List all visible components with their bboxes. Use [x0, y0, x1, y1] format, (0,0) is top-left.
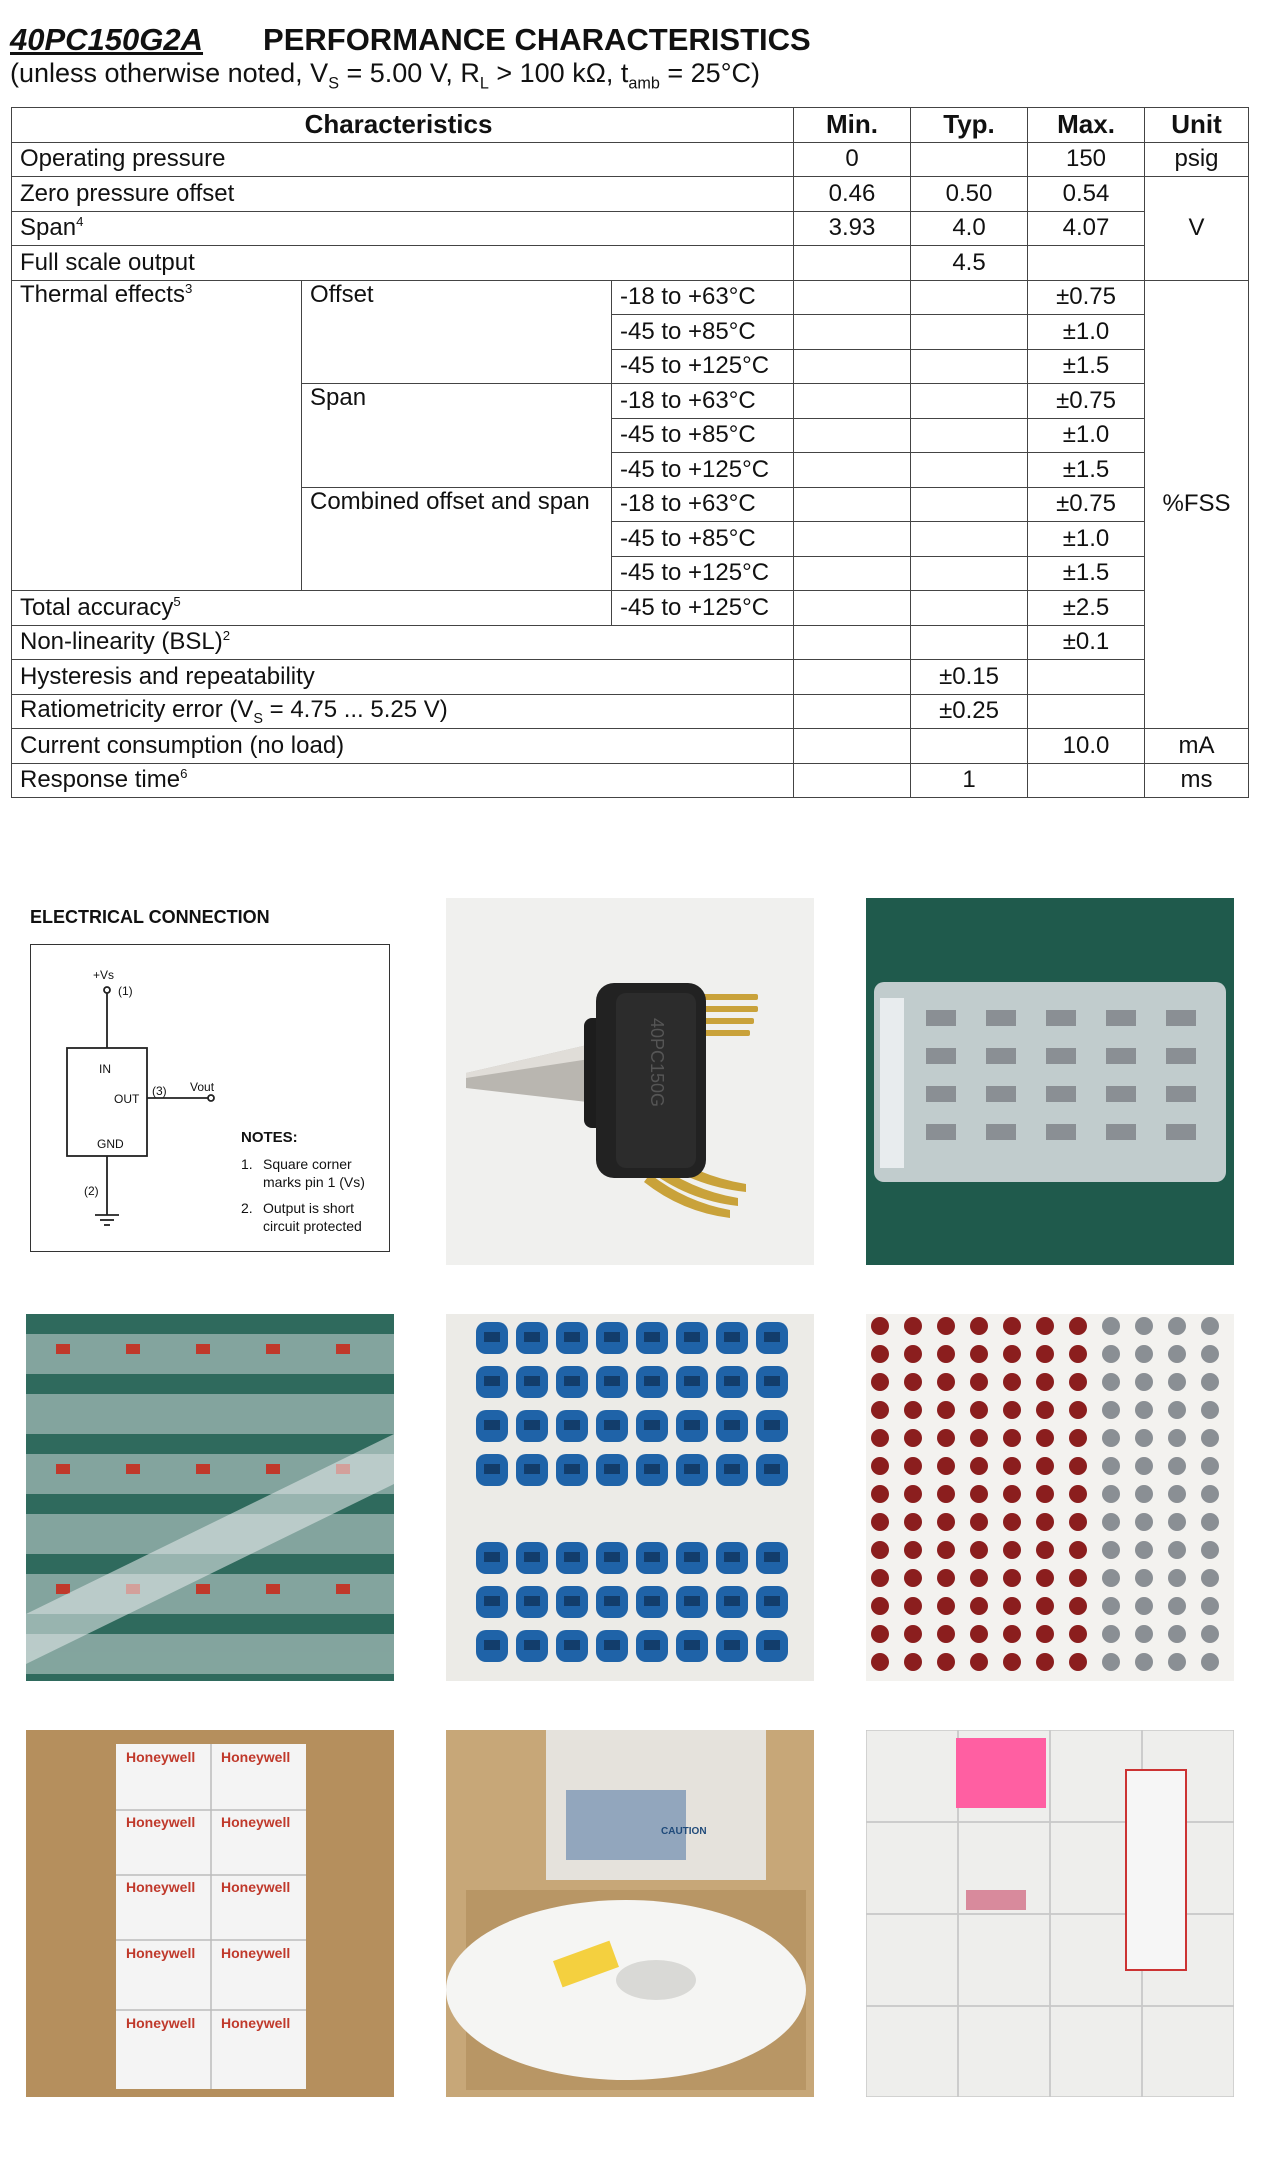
cell-typ: [911, 349, 1028, 384]
cell-max: ±1.0: [1028, 522, 1145, 557]
cell-max: ±1.5: [1028, 453, 1145, 488]
cell-range: -45 to +125°C: [612, 556, 794, 591]
label-sub: S: [253, 710, 263, 727]
caution-label: CAUTION: [661, 1826, 707, 1837]
document-title: [10, 22, 811, 58]
photo-honeywell-boxes: [26, 1730, 394, 2097]
note-line: Output is short: [263, 1200, 355, 1216]
header-min: Min.: [794, 108, 911, 143]
brand-label: Honeywell: [126, 1879, 196, 1895]
header-max: Max.: [1028, 108, 1145, 143]
label-text: Thermal effects: [20, 280, 185, 308]
cell-typ: [911, 591, 1028, 626]
table-row: [12, 142, 1249, 177]
cell-min: [794, 694, 911, 729]
vs-label: +Vs: [93, 968, 115, 982]
cell-min: [794, 453, 911, 488]
brand-label: Honeywell: [221, 1814, 291, 1830]
table-header-row: [12, 108, 1249, 143]
note-line: circuit protected: [263, 1218, 362, 1234]
test-conditions: [10, 58, 760, 93]
cell-min: [794, 487, 911, 522]
brand-label: Honeywell: [221, 2015, 291, 2031]
footnote-mark: 3: [184, 280, 193, 296]
pin1-label: (1): [118, 984, 133, 998]
cell-max: ±1.5: [1028, 349, 1145, 384]
cell-range: -18 to +63°C: [612, 487, 794, 522]
table-row: [12, 280, 1249, 315]
cell-min: 3.93: [794, 211, 911, 246]
cell-max: [1028, 660, 1145, 695]
pin3-label: (3): [152, 1084, 167, 1098]
cell-typ: [911, 315, 1028, 350]
vout-terminal: [208, 1095, 214, 1101]
cell-range: -45 to +125°C: [612, 453, 794, 488]
row-label: Zero pressure offset: [12, 177, 794, 212]
brand-label: Honeywell: [126, 1814, 196, 1830]
row-label: [12, 694, 794, 729]
footnote-mark: 6: [180, 766, 188, 782]
cell-max: ±2.5: [1028, 591, 1145, 626]
cell-range: -45 to +125°C: [612, 349, 794, 384]
label-text: Non-linearity (BSL): [20, 628, 223, 656]
label-text: Response time: [20, 766, 181, 794]
photo-blue-sensors: [446, 1314, 814, 1681]
table-row: [12, 694, 1249, 729]
in-label: IN: [99, 1062, 111, 1076]
cell-typ: [911, 556, 1028, 591]
cell-range: -18 to +63°C: [612, 384, 794, 419]
cell-typ: [911, 729, 1028, 764]
row-label: Operating pressure: [12, 142, 794, 177]
label-text: Span: [20, 214, 77, 242]
cell-max: ±1.0: [1028, 418, 1145, 453]
cond-mid1: = 5.00 V, R: [339, 58, 480, 88]
cell-min: [794, 246, 911, 281]
row-label: [12, 211, 794, 246]
cond-rl-sub: L: [479, 74, 489, 93]
cell-min: 0: [794, 142, 911, 177]
cell-range: -45 to +85°C: [612, 418, 794, 453]
cell-typ: [911, 142, 1028, 177]
cell-typ: 4.5: [911, 246, 1028, 281]
row-label: [12, 625, 794, 660]
header-typ: Typ.: [911, 108, 1028, 143]
brand-label: Honeywell: [221, 1749, 291, 1765]
performance-table: [11, 107, 1249, 798]
photo-tray-top: [866, 898, 1234, 1265]
vout-label: Vout: [190, 1080, 215, 1094]
cell-typ: 1: [911, 763, 1028, 798]
row-label: Hysteresis and repeatability: [12, 660, 794, 695]
brand-label: Honeywell: [221, 1945, 291, 1961]
table-row: [12, 591, 1249, 626]
table-row: [12, 177, 1249, 212]
cell-max: [1028, 246, 1145, 281]
notes-title: NOTES:: [241, 1129, 298, 1146]
cell-max: 0.54: [1028, 177, 1145, 212]
cell-max: ±0.75: [1028, 384, 1145, 419]
thermal-sub-span: Span: [302, 384, 612, 488]
cell-min: [794, 660, 911, 695]
cell-range: -18 to +63°C: [612, 280, 794, 315]
cell-typ: ±0.25: [911, 694, 1028, 729]
cell-max: ±1.0: [1028, 315, 1145, 350]
gnd-label: GND: [97, 1137, 124, 1151]
cell-max: ±1.5: [1028, 556, 1145, 591]
row-label: Current consumption (no load): [12, 729, 794, 764]
cell-typ: [911, 418, 1028, 453]
cell-min: 0.46: [794, 177, 911, 212]
notes: [241, 1129, 365, 1243]
table-row: [12, 625, 1249, 660]
note-line: Square corner: [263, 1156, 352, 1172]
cond-vs-sub: S: [328, 74, 339, 93]
header-unit: Unit: [1145, 108, 1249, 143]
label-text-suffix: = 4.75 ... 5.25 V): [262, 695, 448, 723]
cell-min: [794, 522, 911, 557]
cell-range: -45 to +125°C: [612, 591, 794, 626]
cell-min: [794, 349, 911, 384]
out-label: OUT: [114, 1092, 140, 1106]
cell-typ: [911, 522, 1028, 557]
cell-unit: mA: [1145, 729, 1249, 764]
cell-unit-v: V: [1145, 177, 1249, 281]
thermal-sub-offset: Offset: [302, 280, 612, 384]
footnote-mark: 5: [173, 593, 181, 609]
note-number: 1.: [241, 1156, 253, 1172]
cell-typ: [911, 487, 1028, 522]
pin2-label: (2): [84, 1184, 99, 1198]
cond-prefix: (unless otherwise noted, V: [10, 58, 329, 88]
cell-max: ±0.1: [1028, 625, 1145, 660]
cell-max: [1028, 694, 1145, 729]
electrical-connection-title: ELECTRICAL CONNECTION: [30, 907, 270, 927]
electrical-diagram: [30, 944, 390, 1252]
cell-unit: ms: [1145, 763, 1249, 798]
cell-max: 4.07: [1028, 211, 1145, 246]
cell-min: [794, 556, 911, 591]
cell-max: 150: [1028, 142, 1145, 177]
header-characteristics: Characteristics: [12, 108, 794, 143]
cell-min: [794, 280, 911, 315]
cell-max: [1028, 763, 1145, 798]
brand-label: Honeywell: [221, 1879, 291, 1895]
cell-min: [794, 591, 911, 626]
cell-range: -45 to +85°C: [612, 522, 794, 557]
footnote-mark: 4: [76, 214, 84, 230]
photo-boxed-stock: [866, 1730, 1234, 2097]
brand-label: Honeywell: [126, 1749, 196, 1765]
row-label: [12, 591, 612, 626]
vs-terminal: [104, 987, 110, 993]
note-item: [241, 1199, 365, 1235]
cell-max: 10.0: [1028, 729, 1145, 764]
brand-label: Honeywell: [126, 2015, 196, 2031]
cell-min: [794, 763, 911, 798]
cell-max: ±0.75: [1028, 280, 1145, 315]
cond-t-sub: amb: [628, 74, 660, 93]
cell-min: [794, 729, 911, 764]
row-label: Full scale output: [12, 246, 794, 281]
photo-red-sensors: [866, 1314, 1234, 1681]
cell-typ: [911, 453, 1028, 488]
cell-typ: 4.0: [911, 211, 1028, 246]
table-row: [12, 660, 1249, 695]
photo-reel-package: [446, 1730, 814, 2097]
cell-min: [794, 315, 911, 350]
cell-typ: 0.50: [911, 177, 1028, 212]
cell-typ: [911, 625, 1028, 660]
note-number: 2.: [241, 1200, 253, 1216]
table-row: [12, 763, 1249, 798]
cell-min: [794, 625, 911, 660]
cell-min: [794, 384, 911, 419]
part-number: 40PC150G2A: [10, 22, 204, 57]
cond-suffix: = 25°C): [659, 58, 760, 88]
photo-sensor-closeup: [446, 898, 814, 1265]
note-text: [263, 1199, 362, 1235]
cell-min: [794, 418, 911, 453]
cond-mid2: > 100 kΩ, t: [488, 58, 629, 88]
section-title: PERFORMANCE CHARACTERISTICS: [263, 22, 811, 57]
note-text: [263, 1155, 365, 1191]
thermal-label: [12, 280, 302, 591]
table-row: [12, 729, 1249, 764]
table-row: [12, 246, 1249, 281]
photo-tubes: [26, 1314, 394, 1681]
cell-typ: [911, 384, 1028, 419]
label-text: Total accuracy: [20, 593, 174, 621]
note-item: [241, 1155, 365, 1191]
note-line: marks pin 1 (Vs): [263, 1174, 365, 1190]
sensor-print-text: 40PC150G: [647, 1018, 667, 1108]
cell-max: ±0.75: [1028, 487, 1145, 522]
cell-unit-fss: %FSS: [1145, 280, 1249, 729]
cell-typ: ±0.15: [911, 660, 1028, 695]
footnote-mark: 2: [222, 628, 231, 644]
cell-unit: psig: [1145, 142, 1249, 177]
cell-range: -45 to +85°C: [612, 315, 794, 350]
table-row: [12, 211, 1249, 246]
cell-typ: [911, 280, 1028, 315]
brand-label: Honeywell: [126, 1945, 196, 1961]
row-label: [12, 763, 794, 798]
label-text: Ratiometricity error (V: [20, 695, 254, 723]
thermal-sub-combined: Combined offset and span: [302, 487, 612, 591]
